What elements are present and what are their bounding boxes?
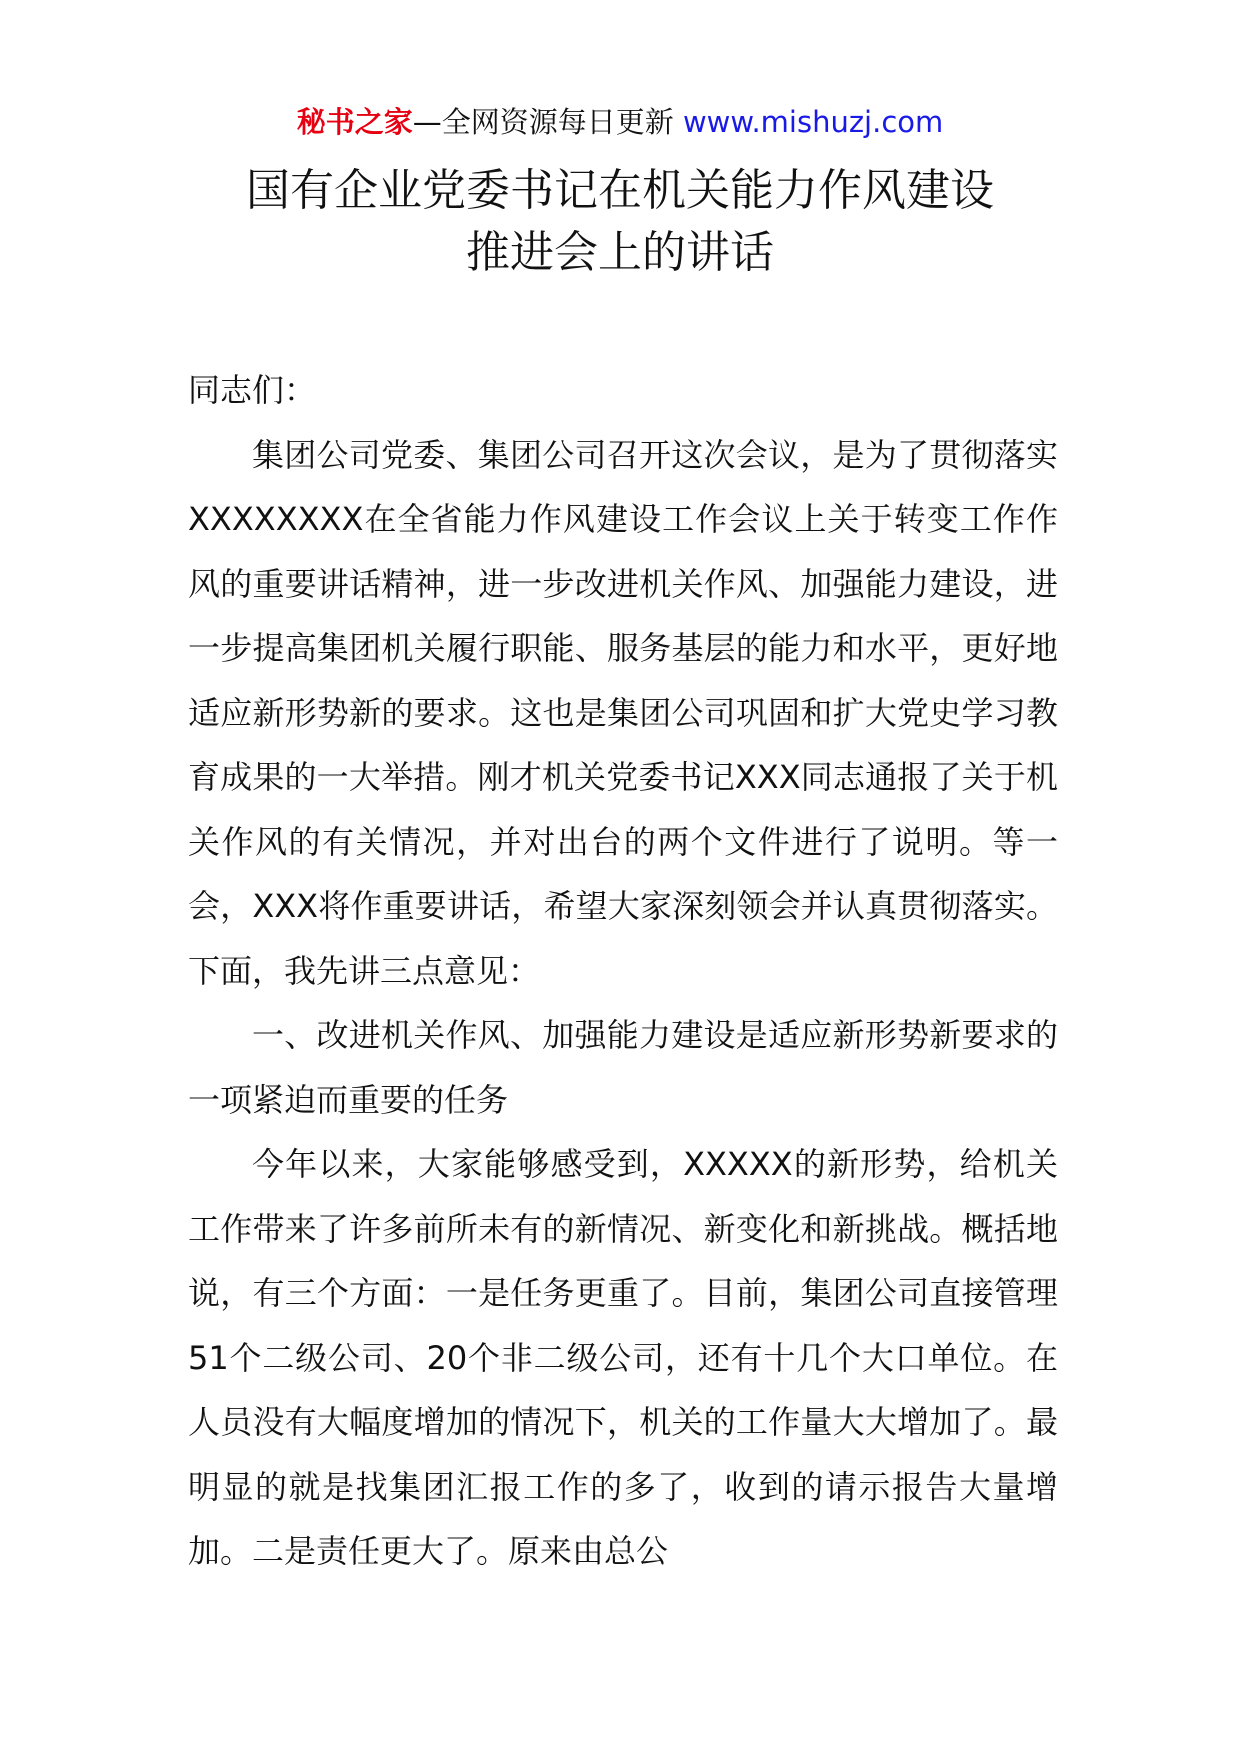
paragraph-intro: 集团公司党委、集团公司召开这次会议，是为了贯彻落实XXXXXXXX在全省能力作风建设工作会议上关于转变工作作风的重要讲话精神，进一步改进机关作风、加强能力建设，进一步提高集团机关履行职能、服务基层的能力和水平，更好地适应新形势新的要求。这也是集团公司巩固和扩大党史学习教育成果的一大举措。刚才机关党委书记XXX同志通报了关于机关作风的有关情况，并对出台的两个文件进行了说明。等一会，XXX将作重要讲话，希望大家深刻领会并认真贯彻落实。下面，我先讲三点意见： <box>188 435 1058 990</box>
site-url-link[interactable]: www.mishuzj.com <box>682 105 944 139</box>
title-line-2: 推进会上的讲话 <box>466 227 774 278</box>
site-brand: 秘书之家 <box>296 105 413 139</box>
site-header <box>0 102 1240 142</box>
paragraph-body: 今年以来，大家能够感受到，XXXXX的新形势，给机关工作带来了许多前所未有的新情况、新变化和新挑战。概括地说，有三个方面：一是任务更重了。目前，集团公司直接管理51个二级公司、20个非二级公司，还有十几个大口单位。在人员没有大幅度增加的情况下，机关的工作量大大增加了。最明显的就是找集团汇报工作的多了，收到的请示报告大量增加。二是责任更大了。原来由总公 <box>188 1145 1058 1570</box>
salutation: 同志们： <box>188 371 317 409</box>
title-line-1: 国有企业党委书记在机关能力作风建设 <box>246 165 994 216</box>
document-title <box>0 160 1240 284</box>
section-heading-1: 一、改进机关作风、加强能力建设是适应新形势新要求的一项紧迫而重要的任务 <box>188 1016 1058 1119</box>
site-tagline: —全网资源每日更新 <box>412 105 674 139</box>
document-body <box>188 358 1058 1584</box>
